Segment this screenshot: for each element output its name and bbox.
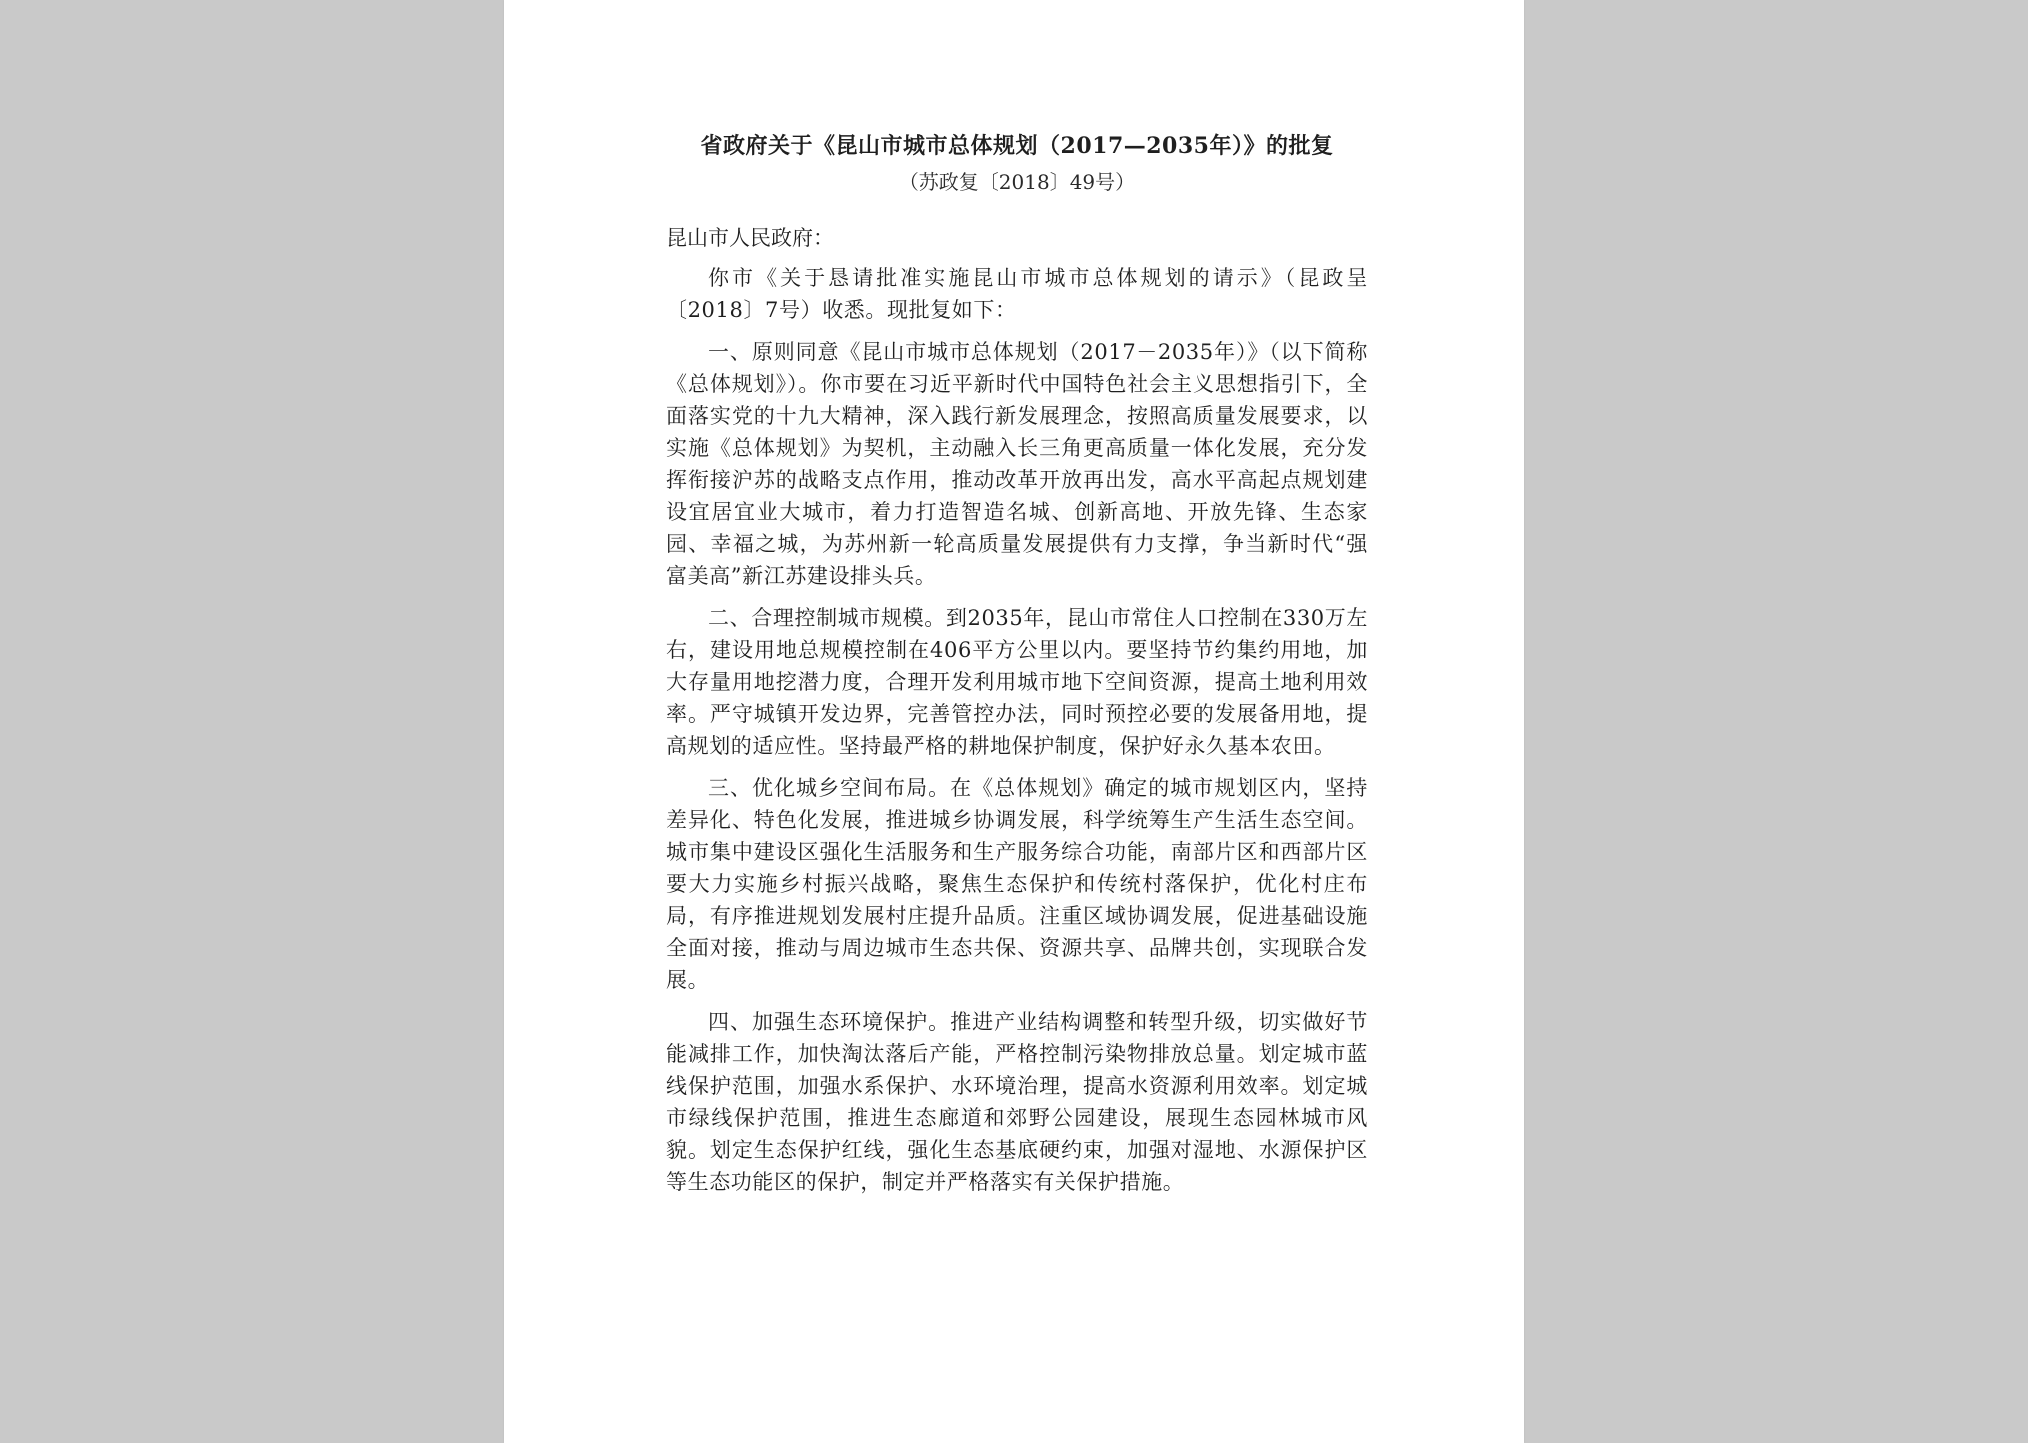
document-title: 省政府关于《昆山市城市总体规划（2017—2035年）》的批复 bbox=[700, 133, 1334, 159]
paragraph-1: 一、原则同意《昆山市城市总体规划（2017－2035年）》（以下简称《总体规划》）。你市要在习近平新时代中国特色社会主义思想指引下，全面落实党的十九大精神，深入践行新发展理念，按照高质量发展要求，以实施《总体规划》为契机，主动融入长三角更高质量一体化发展，充分发挥衔接沪苏的战略支点作用，推动改革开放再出发，高水平高起点规划建设宜居宜业大城市，着力打造智造名城、创新高地、开放先锋、生态家园、幸福之城，为苏州新一轮高质量发展提供有力支撑，争当新时代“强富美高”新江苏建设排头兵。 bbox=[666, 340, 1368, 588]
addressee: 昆山市人民政府： bbox=[666, 226, 834, 250]
document-page bbox=[504, 0, 1524, 1443]
paragraph-2: 二、合理控制城市规模。到2035年，昆山市常住人口控制在330万左右，建设用地总规模控制在406平方公里以内。要坚持节约集约用地，加大存量用地挖潜力度，合理开发利用城市地下空间资源，提高土地利用效率。严守城镇开发边界，完善管控办法，同时预控必要的发展备用地，提高规划的适应性。坚持最严格的耕地保护制度，保护好永久基本农田。 bbox=[666, 606, 1368, 758]
document-number: （苏政复〔2018〕49号） bbox=[898, 170, 1136, 194]
page-content bbox=[666, 130, 1368, 1198]
paragraph-intro: 你市《关于恳请批准实施昆山市城市总体规划的请示》（昆政呈〔2018〕7号）收悉。现批复如下： bbox=[666, 266, 1368, 322]
paragraph-3: 三、优化城乡空间布局。在《总体规划》确定的城市规划区内，坚持差异化、特色化发展，推进城乡协调发展，科学统筹生产生活生态空间。城市集中建设区强化生活服务和生产服务综合功能，南部片区和西部片区要大力实施乡村振兴战略，聚焦生态保护和传统村落保护，优化村庄布局，有序推进规划发展村庄提升品质。注重区域协调发展，促进基础设施全面对接，推动与周边城市生态共保、资源共享、品牌共创，实现联合发展。 bbox=[666, 776, 1368, 992]
paragraph-4: 四、加强生态环境保护。推进产业结构调整和转型升级，切实做好节能减排工作，加快淘汰落后产能，严格控制污染物排放总量。划定城市蓝线保护范围，加强水系保护、水环境治理，提高水资源利用效率。划定城市绿线保护范围，推进生态廊道和郊野公园建设，展现生态园林城市风貌。划定生态保护红线，强化生态基底硬约束，加强对湿地、水源保护区等生态功能区的保护，制定并严格落实有关保护措施。 bbox=[666, 1010, 1368, 1194]
